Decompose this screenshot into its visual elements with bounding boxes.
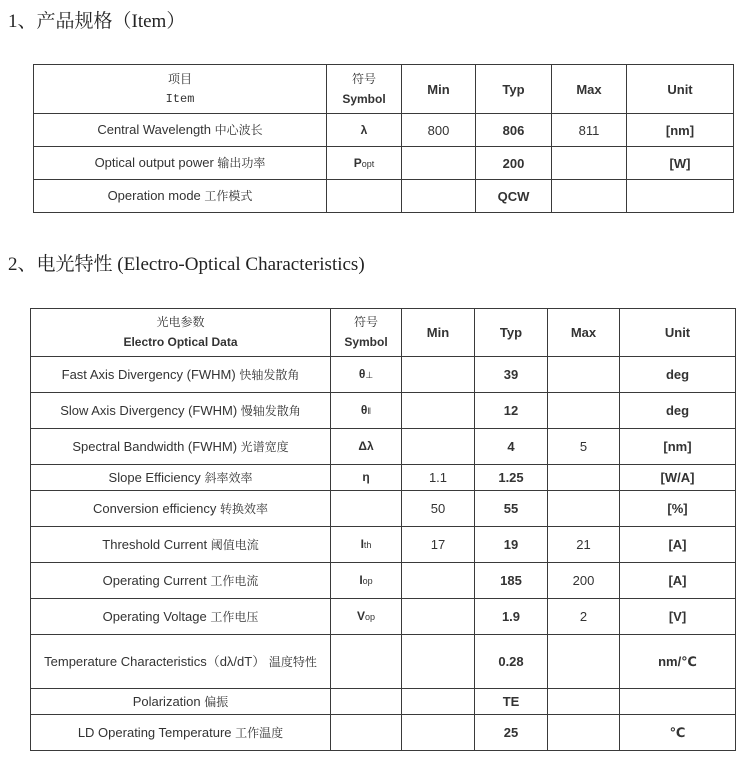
symbol-cell (331, 715, 402, 751)
header-symbol (331, 309, 402, 357)
item-cell (34, 114, 327, 147)
table-row (34, 147, 734, 180)
symbol: λ (360, 122, 368, 137)
min-cell (402, 357, 475, 393)
table-row (31, 465, 736, 491)
typ-cell: 19 (475, 527, 548, 563)
typ-cell: 25 (475, 715, 548, 751)
symbol-cell (331, 491, 402, 527)
item-cell (31, 393, 331, 429)
item-name: Optical output power (94, 155, 214, 170)
symbol: P (353, 155, 362, 170)
symbol-subscript: ⊥ (365, 370, 374, 380)
symbol-subscript: opt (361, 158, 375, 169)
item-name: LD Operating Temperature (77, 724, 232, 740)
min-cell: 50 (402, 491, 475, 527)
min-cell (402, 180, 476, 213)
min-cell (402, 147, 476, 180)
table-row (31, 635, 736, 689)
max-cell (552, 147, 627, 180)
item-name-cn: 慢轴发散角 (240, 403, 301, 418)
unit-cell: [nm] (627, 114, 734, 147)
header-symbol-cn: 符号 (351, 71, 376, 86)
symbol-cell (327, 147, 402, 180)
unit-cell: nm/℃ (620, 635, 736, 689)
symbol-subscript: op (362, 576, 373, 586)
max-cell (548, 491, 620, 527)
symbol-cell (331, 689, 402, 715)
symbol-cell (331, 563, 402, 599)
header-item-cn: 项目 (167, 71, 192, 86)
min-cell: 800 (402, 114, 476, 147)
max-cell: 21 (548, 527, 620, 563)
max-cell (548, 393, 620, 429)
symbol-cell (331, 465, 402, 491)
item-name: Operating Current (102, 572, 207, 588)
table-row (31, 563, 736, 599)
header-item (31, 309, 331, 357)
typ-cell: 185 (475, 563, 548, 599)
header-item-en: Item (165, 91, 195, 106)
table-row (31, 527, 736, 563)
typ-cell: QCW (476, 180, 552, 213)
header-item-en: Electro Optical Data (123, 335, 238, 349)
item-name: Slope Efficiency (108, 469, 201, 485)
typ-cell: 4 (475, 429, 548, 465)
unit-cell (620, 689, 736, 715)
min-cell: 1.1 (402, 465, 475, 491)
unit-cell: [W] (627, 147, 734, 180)
table-row (31, 393, 736, 429)
item-cell (31, 599, 331, 635)
symbol-cell (331, 393, 402, 429)
item-cell (31, 465, 331, 491)
max-cell: 5 (548, 429, 620, 465)
item-name-cn: 工作模式 (204, 189, 253, 203)
typ-cell: 200 (476, 147, 552, 180)
unit-cell: deg (620, 357, 736, 393)
item-name: Spectral Bandwidth (FWHM) (72, 438, 238, 454)
header-item (34, 65, 327, 114)
unit-cell: [%] (620, 491, 736, 527)
unit-cell (627, 180, 734, 213)
item-name: Operating Voltage (102, 608, 207, 624)
item-name-cn: 工作电流 (210, 573, 259, 588)
header-symbol-en: Symbol (342, 91, 386, 106)
header-unit: Unit (620, 309, 736, 357)
item-name: Fast Axis Divergency (FWHM) (61, 366, 236, 382)
max-cell: 811 (552, 114, 627, 147)
symbol: θ (358, 367, 366, 381)
electro-optical-table (30, 308, 736, 751)
max-cell (548, 357, 620, 393)
typ-cell: 1.9 (475, 599, 548, 635)
item-name: Operation mode (107, 188, 201, 203)
symbol-cell (327, 180, 402, 213)
symbol-subscript: ‖ (367, 406, 372, 416)
min-cell (402, 599, 475, 635)
item-cell (31, 635, 331, 689)
header-typ: Typ (475, 309, 548, 357)
section1-title: 1、产品规格（Item） (8, 11, 186, 32)
header-symbol (327, 65, 402, 114)
table-header-row (31, 309, 736, 357)
typ-cell: TE (475, 689, 548, 715)
symbol-cell (327, 114, 402, 147)
max-cell: 2 (548, 599, 620, 635)
unit-cell: [V] (620, 599, 736, 635)
item-name-cn: 快轴发散角 (239, 367, 300, 382)
max-cell (548, 715, 620, 751)
symbol-cell (331, 357, 402, 393)
unit-cell: [A] (620, 527, 736, 563)
section2-title: 2、电光特性 (Electro-Optical Characteristics) (8, 254, 365, 275)
typ-cell: 0.28 (475, 635, 548, 689)
item-cell (34, 180, 327, 213)
header-max: Max (552, 65, 627, 114)
min-cell (402, 393, 475, 429)
symbol: Δλ (358, 439, 374, 453)
item-cell (31, 357, 331, 393)
unit-cell: deg (620, 393, 736, 429)
product-spec-table (33, 64, 734, 213)
header-max: Max (548, 309, 620, 357)
typ-cell: 39 (475, 357, 548, 393)
item-name-cn: 工作温度 (235, 725, 284, 740)
min-cell (402, 635, 475, 689)
unit-cell: [A] (620, 563, 736, 599)
table-row (34, 114, 734, 147)
item-name: Polarization (132, 693, 201, 709)
max-cell (552, 180, 627, 213)
item-name: Conversion efficiency (93, 500, 217, 516)
item-name-cn: 斜率效率 (204, 470, 253, 485)
unit-cell: [nm] (620, 429, 736, 465)
table-row (31, 429, 736, 465)
table-row (31, 599, 736, 635)
symbol-subscript: op (365, 612, 376, 622)
typ-cell: 12 (475, 393, 548, 429)
typ-cell: 1.25 (475, 465, 548, 491)
item-cell (31, 563, 331, 599)
symbol-subscript: th (363, 540, 372, 550)
header-item-cn: 光电参数 (156, 315, 205, 329)
table-row (31, 689, 736, 715)
symbol-cell (331, 599, 402, 635)
header-typ: Typ (476, 65, 552, 114)
symbol-cell (331, 635, 402, 689)
header-symbol-cn: 符号 (353, 315, 378, 329)
symbol-cell (331, 429, 402, 465)
item-name-cn: 转换效率 (219, 501, 268, 516)
item-name-cn: 中心波长 (214, 123, 263, 137)
item-cell (34, 147, 327, 180)
item-cell (31, 689, 331, 715)
item-name: Threshold Current (102, 536, 208, 552)
item-cell (31, 715, 331, 751)
min-cell (402, 563, 475, 599)
max-cell (548, 635, 620, 689)
symbol: I (359, 573, 363, 587)
symbol: I (360, 537, 364, 551)
symbol-cell (331, 527, 402, 563)
table-row (31, 715, 736, 751)
unit-cell: ℃ (620, 715, 736, 751)
header-symbol-en: Symbol (344, 335, 388, 349)
min-cell (402, 715, 475, 751)
max-cell: 200 (548, 563, 620, 599)
min-cell: 17 (402, 527, 475, 563)
item-name: Temperature Characteristics（dλ/dT） (44, 653, 266, 669)
table-row (31, 357, 736, 393)
item-name: Slow Axis Divergency (FWHM) (60, 402, 238, 418)
unit-cell: [W/A] (620, 465, 736, 491)
table-row (31, 491, 736, 527)
min-cell (402, 429, 475, 465)
item-name-cn: 阈值电流 (210, 537, 259, 552)
table-header-row (34, 65, 734, 114)
item-name-cn: 工作电压 (210, 609, 259, 624)
header-min: Min (402, 309, 475, 357)
symbol: V (356, 609, 365, 623)
item-name: Central Wavelength (97, 122, 212, 137)
symbol: θ (360, 403, 368, 417)
typ-cell: 806 (476, 114, 552, 147)
table-row (34, 180, 734, 213)
item-name-cn: 温度特性 (268, 654, 317, 669)
header-unit: Unit (627, 65, 734, 114)
item-cell (31, 429, 331, 465)
item-name-cn: 输出功率 (217, 156, 266, 170)
symbol: η (362, 470, 370, 484)
max-cell (548, 689, 620, 715)
max-cell (548, 465, 620, 491)
header-min: Min (402, 65, 476, 114)
item-name-cn: 光谱宽度 (240, 439, 289, 454)
item-name-cn: 偏振 (204, 694, 229, 709)
typ-cell: 55 (475, 491, 548, 527)
item-cell (31, 527, 331, 563)
item-cell (31, 491, 331, 527)
min-cell (402, 689, 475, 715)
